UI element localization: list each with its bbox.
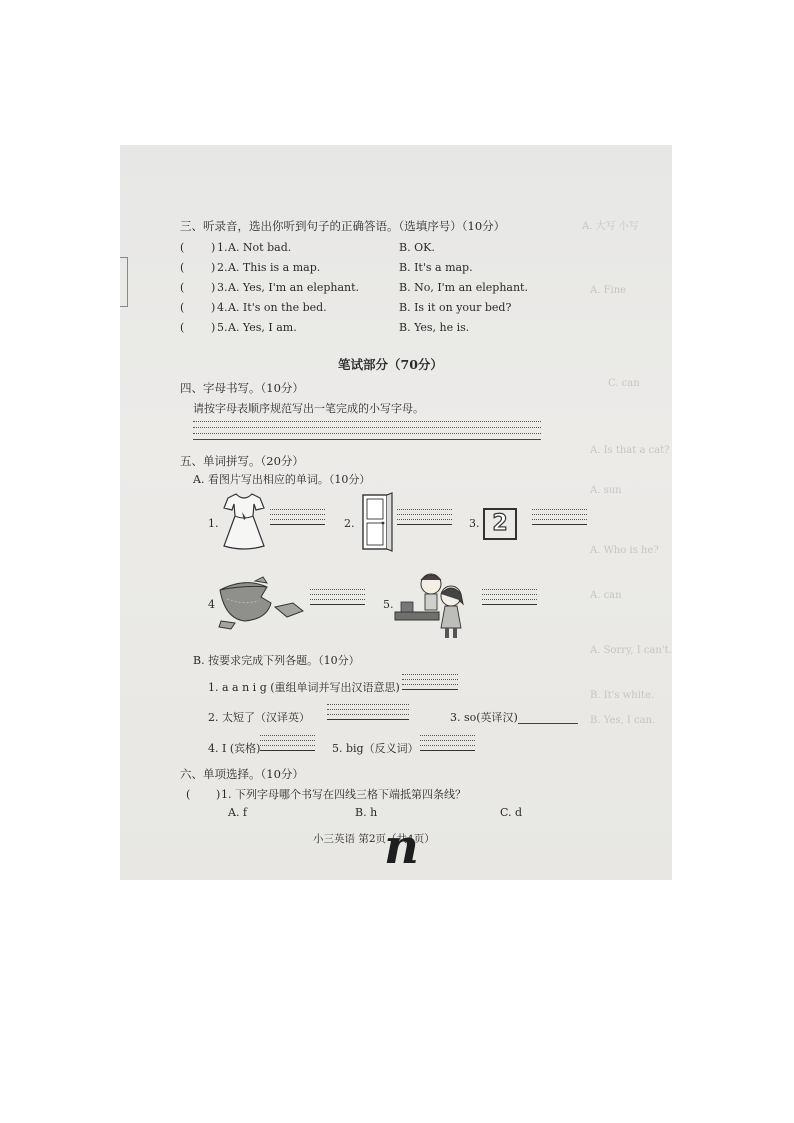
answer-lines-1[interactable] (270, 509, 325, 525)
task-b5: 5. big（反义词） (332, 742, 419, 755)
option-b: B. Is it on your bed? (399, 301, 512, 314)
section-4-instruction: 请按字母表顺序规范写出一笔完成的小写字母。 (193, 402, 424, 415)
answer-lines-2[interactable] (397, 509, 452, 525)
item-number: 4. (217, 301, 228, 314)
option-b: B. No, I'm an elephant. (399, 281, 528, 294)
section-5b-title: B. 按要求完成下列各题。（10分） (193, 654, 360, 667)
question-1: 1. 下列字母哪个书写在四线三格下端抵第四条线？ (221, 788, 466, 801)
section-6-title: 六、单项选择。（10分） (180, 767, 304, 781)
answer-lines-5[interactable] (482, 589, 537, 605)
bleed-through: A. Fine (590, 285, 627, 296)
bleed-through: A. 大写 小写 (582, 221, 639, 232)
option-a: A. Yes, I am. (228, 321, 297, 334)
section-4-title: 四、字母书写。（10分） (180, 381, 304, 395)
pic-label: 2. (344, 517, 355, 530)
item-number: 5. (217, 321, 228, 334)
item-number: 1. (217, 241, 228, 254)
number-two-picture: 2 (483, 508, 517, 540)
door-picture (360, 492, 394, 552)
written-part-title: 笔试部分（70分） (338, 357, 443, 372)
bleed-through: A. sun (590, 485, 622, 496)
answer-b5[interactable] (420, 735, 475, 751)
bleed-through: B. Yes, I can. (590, 715, 656, 726)
section-5a-title: A. 看图片写出相应的单词。（10分） (193, 473, 371, 486)
answer-paren-close: ) (211, 321, 216, 334)
option-b: B. It's a map. (399, 261, 473, 274)
answer-paren-close: ) (211, 241, 216, 254)
answer-paren: ( (186, 788, 191, 801)
answer-paren-close: ) (211, 261, 216, 274)
answer-lines-3[interactable] (532, 509, 587, 525)
pic-label: 4 (208, 598, 215, 611)
answer-lines-4[interactable] (310, 589, 365, 605)
pic-label: 1. (208, 517, 219, 530)
bleed-through: A. Is that a cat? (590, 445, 670, 456)
option-a: A. Not bad. (228, 241, 292, 254)
page-footer: 小三英语 第2页（共4页） (313, 833, 435, 845)
pic-label: 5. (383, 598, 394, 611)
option-b: B. Yes, he is. (399, 321, 470, 334)
pic-label: 3. (469, 517, 480, 530)
broken-bowl-picture (215, 575, 310, 630)
item-number: 3. (217, 281, 228, 294)
bleed-through: C. can (608, 378, 640, 389)
option-b: B. OK. (399, 241, 435, 254)
exam-page-photo (120, 145, 672, 880)
answer-paren-close: ) (216, 788, 221, 801)
bleed-through: A. Who is he? (590, 545, 659, 556)
task-b4: 4. I (宾格) (208, 742, 261, 755)
bleed-through: A. can (590, 590, 622, 601)
task-b1: 1. a a n i g (重组单词并写出汉语意思) (208, 681, 400, 694)
answer-paren: ( (180, 321, 185, 334)
option-b: B. h (355, 806, 378, 819)
answer-b2[interactable] (327, 704, 409, 720)
children-picture (393, 570, 468, 645)
handwritten-n-mark: n (384, 819, 419, 875)
answer-b1[interactable] (402, 674, 458, 690)
option-a: A. f (228, 806, 248, 819)
answer-paren: ( (180, 281, 185, 294)
bleed-through: A. Sorry, I can't. (590, 645, 672, 656)
answer-b4[interactable] (260, 735, 315, 751)
section-5-title: 五、单词拼写。（20分） (180, 454, 304, 468)
task-b3: 3. so(英译汉) (450, 711, 518, 724)
answer-paren: ( (180, 301, 185, 314)
option-a: A. This is a map. (228, 261, 321, 274)
bleed-through: B. It's white. (590, 690, 655, 701)
answer-paren: ( (180, 241, 185, 254)
task-b2: 2. 太短了（汉译英） (208, 711, 310, 724)
left-edge-box (120, 257, 128, 307)
answer-paren-close: ) (211, 281, 216, 294)
dress-picture (220, 490, 268, 552)
option-a: A. It's on the bed. (228, 301, 327, 314)
answer-paren-close: ) (211, 301, 216, 314)
option-c: C. d (500, 806, 523, 819)
section-3-title: 三、听录音，选出你听到句子的正确答语。（选填序号）（10分） (180, 219, 506, 233)
item-number: 2. (217, 261, 228, 274)
option-a: A. Yes, I'm an elephant. (228, 281, 360, 294)
answer-paren: ( (180, 261, 185, 274)
answer-b3[interactable] (518, 723, 578, 724)
